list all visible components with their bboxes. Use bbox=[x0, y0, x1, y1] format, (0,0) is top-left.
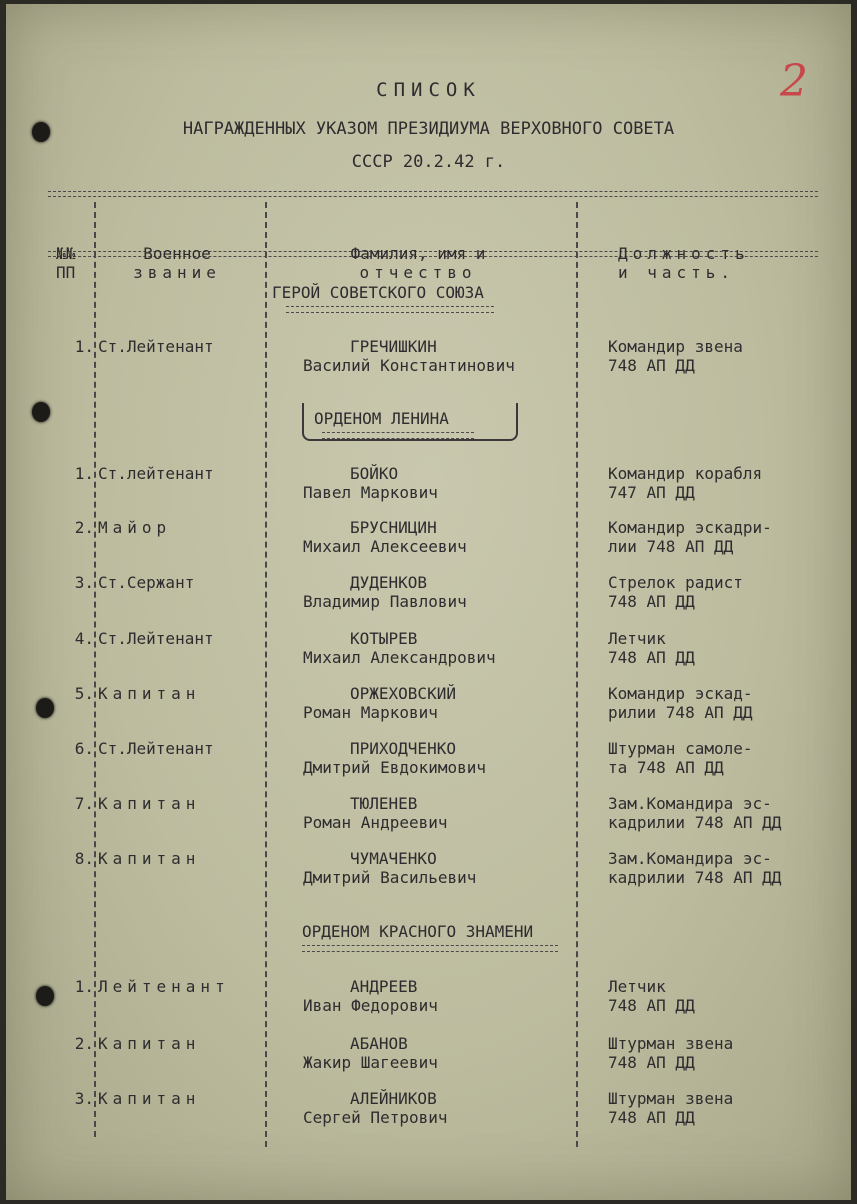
given-name-patronymic: Жакир Шагеевич bbox=[303, 1053, 438, 1072]
row-number: 2. bbox=[74, 518, 94, 537]
header-rule-top bbox=[48, 191, 818, 197]
given-name-patronymic: Михаил Алексеевич bbox=[303, 537, 467, 556]
position-line-1: Командир эскадри- bbox=[608, 518, 772, 537]
document-subtitle-1: НАГРАЖДЕННЫХ УКАЗОМ ПРЕЗИДИУМА ВЕРХОВНОГО СОВЕТА bbox=[182, 119, 675, 139]
military-rank: Капитан bbox=[98, 684, 201, 703]
document-page bbox=[6, 4, 851, 1200]
military-rank: Ст.Сержант bbox=[98, 573, 195, 592]
column-divider bbox=[94, 202, 96, 1137]
given-name-patronymic: Дмитрий Евдокимович bbox=[303, 758, 487, 777]
military-rank: Капитан bbox=[98, 1089, 201, 1108]
position-line-2: та 748 АП ДД bbox=[608, 758, 724, 777]
military-rank: Капитан bbox=[98, 849, 201, 868]
military-rank: Капитан bbox=[98, 1034, 201, 1053]
given-name-patronymic: Павел Маркович bbox=[303, 483, 438, 502]
military-rank: Лейтенант bbox=[98, 977, 230, 996]
position-line-2: 748 АП ДД bbox=[608, 592, 695, 611]
position-line-1: Зам.Командира эс- bbox=[608, 849, 772, 868]
given-name-patronymic: Владимир Павлович bbox=[303, 592, 467, 611]
document-title: СПИСОК bbox=[376, 79, 481, 101]
surname: БОЙКО bbox=[350, 464, 399, 483]
military-rank: Майор bbox=[98, 518, 172, 537]
surname: ПРИХОДЧЕНКО bbox=[350, 739, 456, 758]
section-red-banner: ОРДЕНОМ КРАСНОГО ЗНАМЕНИ bbox=[302, 922, 558, 952]
position-line-2: 748 АП ДД bbox=[608, 996, 695, 1015]
punch-hole bbox=[32, 402, 50, 422]
document-subtitle-2: СССР 20.2.42 г. bbox=[351, 152, 506, 172]
column-divider bbox=[576, 202, 578, 1147]
given-name-patronymic: Роман Андреевич bbox=[303, 813, 448, 832]
military-rank: Капитан bbox=[98, 794, 201, 813]
col-header-num: №№ ПП bbox=[56, 244, 76, 282]
position-line-1: Летчик bbox=[608, 629, 666, 648]
given-name-patronymic: Сергей Петрович bbox=[303, 1108, 448, 1127]
position-line-2: 748 АП ДД bbox=[608, 356, 695, 375]
position-line-2: рилии 748 АП ДД bbox=[608, 703, 753, 722]
col-header-position: Должность и часть. bbox=[618, 244, 750, 282]
position-line-1: Командир звена bbox=[608, 337, 743, 356]
row-number: 5. bbox=[74, 684, 94, 703]
given-name-patronymic: Роман Маркович bbox=[303, 703, 438, 722]
position-line-2: 748 АП ДД bbox=[608, 1108, 695, 1127]
surname: ОРЖЕХОВСКИЙ bbox=[350, 684, 456, 703]
surname: АБАНОВ bbox=[350, 1034, 408, 1053]
surname: ДУДЕНКОВ bbox=[350, 573, 428, 592]
row-number: 1. bbox=[74, 464, 94, 483]
position-line-1: Зам.Командира эс- bbox=[608, 794, 772, 813]
section-lenin: ОРДЕНОМ ЛЕНИНА bbox=[314, 409, 474, 439]
military-rank: Ст.Лейтенант bbox=[98, 739, 214, 758]
col-header-name: Фамилия, имя и отчество bbox=[350, 244, 486, 282]
position-line-1: Штурман звена bbox=[608, 1089, 734, 1108]
position-line-1: Штурман звена bbox=[608, 1034, 734, 1053]
surname: АНДРЕЕВ bbox=[350, 977, 418, 996]
surname: ГРЕЧИШКИН bbox=[350, 337, 437, 356]
given-name-patronymic: Иван Федорович bbox=[303, 996, 438, 1015]
surname: БРУСНИЦИН bbox=[350, 518, 437, 537]
position-line-2: 748 АП ДД bbox=[608, 1053, 695, 1072]
position-line-2: кадрилии 748 АП ДД bbox=[608, 813, 782, 832]
row-number: 4. bbox=[74, 629, 94, 648]
military-rank: Ст.лейтенант bbox=[98, 464, 214, 483]
position-line-2: лии 748 АП ДД bbox=[608, 537, 734, 556]
given-name-patronymic: Михаил Александрович bbox=[303, 648, 496, 667]
given-name-patronymic: Дмитрий Васильевич bbox=[303, 868, 477, 887]
row-number: 7. bbox=[74, 794, 94, 813]
position-line-2: 748 АП ДД bbox=[608, 648, 695, 667]
military-rank: Ст.Лейтенант bbox=[98, 337, 214, 356]
row-number: 1. bbox=[74, 337, 94, 356]
given-name-patronymic: Василий Константинович bbox=[303, 356, 515, 375]
row-number: 6. bbox=[74, 739, 94, 758]
surname: АЛЕЙНИКОВ bbox=[350, 1089, 437, 1108]
position-line-2: 747 АП ДД bbox=[608, 483, 695, 502]
page-number: 2 bbox=[780, 56, 808, 107]
row-number: 1. bbox=[74, 977, 94, 996]
position-line-1: Командир корабля bbox=[608, 464, 763, 483]
surname: ТЮЛЕНЕВ bbox=[350, 794, 418, 813]
section-hero: ГЕРОЙ СОВЕТСКОГО СОЮЗА bbox=[272, 283, 494, 313]
position-line-1: Штурман самоле- bbox=[608, 739, 753, 758]
row-number: 2. bbox=[74, 1034, 94, 1053]
row-number: 3. bbox=[74, 573, 94, 592]
military-rank: Ст.Лейтенант bbox=[98, 629, 214, 648]
row-number: 8. bbox=[74, 849, 94, 868]
col-header-rank: Военное звание bbox=[133, 244, 221, 282]
position-line-1: Стрелок радист bbox=[608, 573, 743, 592]
position-line-1: Летчик bbox=[608, 977, 666, 996]
column-divider bbox=[265, 202, 267, 1147]
surname: ЧУМАЧЕНКО bbox=[350, 849, 437, 868]
row-number: 3. bbox=[74, 1089, 94, 1108]
position-line-2: кадрилии 748 АП ДД bbox=[608, 868, 782, 887]
position-line-1: Командир эскад- bbox=[608, 684, 753, 703]
surname: КОТЫРЕВ bbox=[350, 629, 418, 648]
